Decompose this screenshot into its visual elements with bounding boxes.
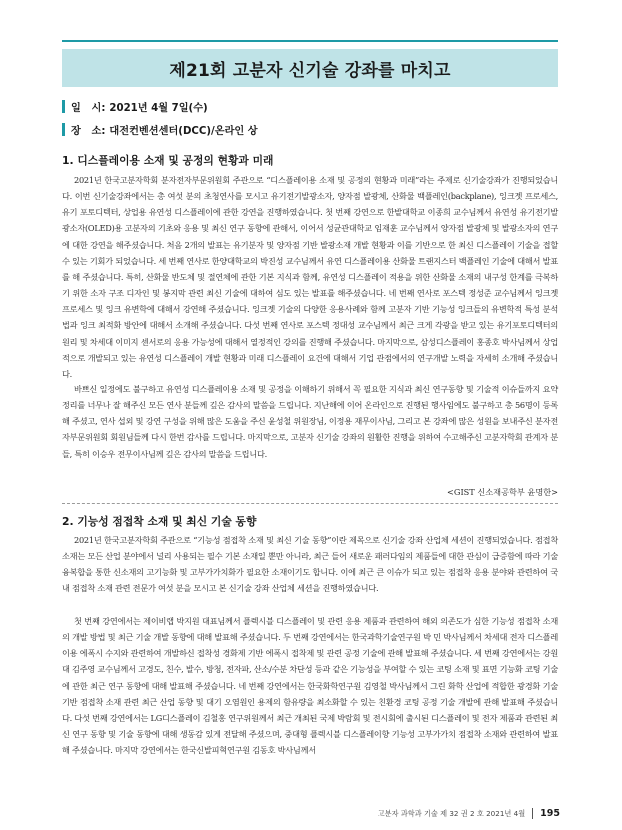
info-value-venue: 대전컨벤션센터(DCC)/온라인 상 — [109, 126, 258, 137]
section-2-heading: 2. 기능성 점접착 소재 및 최신 기술 동향 — [62, 515, 257, 528]
page-number: 195 — [540, 808, 560, 819]
section-2-paragraph-1: 2021년 한국고분자학회 주관으로 “기능성 점접착 소재 및 최신 기술 동향”이란 제목으로 신기술 강좌 산업체 세션이 진행되었습니다. 점접착 소재는 모든 산업 분야에서 널리 사용되는 필수 기본 소재일 뿐만 아니라, 최근 들어 새로운 패러다임의 제품들에 대한 관심이 급증함에 따라 기술융복합을 통한 신소재의 고기능화 및 고부가가치화가 필요한 소재이기도 합니다. 이에 최근 큰 이슈가 되고 있는 점접착 응용 분야와 관련하여 국내 점접착 소재 관련 전문가 여섯 분을 모시고 본 신기술 강좌 산업체 세션을 진행하였습니다. — [62, 535, 558, 594]
info-marker — [62, 123, 65, 136]
info-label-date: 일 시: — [71, 103, 106, 114]
section-1-paragraph-2: 바쁘신 일정에도 불구하고 유연성 디스플레이용 소재 및 공정을 이해하기 위해서 꼭 필요한 지식과 최신 연구동향 및 기술적 이슈들까지 요약정리를 너무나 잘 해주신 모든 연사 분들께 깊은 감사의 말씀을 드립니다. 지난해에 이어 온라인으로 진행된 행사임에도 불구하고 총 56명이 등록해 주셨고, 연사 섭외 및 강연 구성을 위해 많은 도움을 주신 윤성철 위원장님, 이정용 재무이사님, 그리고 본 강좌에 많은 성원을 보내주신 분자전자부문위원회 회원님들께 다시 한번 감사를 드립니다. 마지막으로, 고분자 신기술 강좌의 원활한 진행을 위하여 수고해주신 고분자학회 관계자 분들, 특히 이승우 전무이사님께 깊은 감사의 말씀을 드립니다. — [62, 384, 558, 459]
info-label-venue: 장 소: — [71, 126, 106, 137]
info-row-date — [62, 99, 558, 114]
page-title: 제21회 고분자 신기술 강좌를 마치고 — [169, 60, 451, 81]
event-info — [62, 99, 558, 145]
section-2-paragraph-2: 첫 번째 강연에서는 제이비랩 박지원 대표님께서 플렉시블 디스플레이 및 관련 응용 제품과 관련하여 해외 의존도가 심한 기능성 점접착 소재의 개발 방법 및 최근 기술 개발 동향에 대해 발표해 주셨습니다. 두 번째 강연에서는 한국과학기술연구원 박 민 박사님께서 차세대 전자 디스플레이용 에폭시 수지와 관련하여 개발하신 접착성 경화제 기반 에폭시 접착제 및 관련 공정 기술에 관해 발표해 주셨습니다. 세 번째 강연에서는 강원대 김주영 교수님께서 고경도, 친수, 발수, 방청, 전자파, 산소/수분 차단성 등과 같은 기능성을 부여할 수 있는 코팅 소재 및 표면 기능화 코팅 기술에 관한 최근 연구 동향에 대해 발표해 주셨습니다. 네 번째 강연에서는 한국화학연구원 김영철 박사님께서 그린 화학 산업에 적합한 광경화 기술 기반 점접착 소재 관련 최근 산업 동향 및 대기 오염원인 용제의 함유량을 최소화할 수 있는 친환경 코팅 공정 기술 개발에 관해 발표해 주셨습니다. 다섯 번째 강연에서는 LG디스플레이 김철홍 연구위원께서 최근 개최된 국제 박람회 및 전시회에 출시된 디스플레이 및 전자 제품과 관련된 최신 연구 동향 및 기술 동향에 대해 생동감 있게 전달해 주셨으며, 중대형 플렉시블 디스플레이향 기능성 고부가가치 점접착 소재와 관련하여 발표해 주셨습니다. 마지막 강연에서는 한국신발피혁연구원 김동호 박사님께서 — [62, 616, 558, 756]
title-top-rule — [62, 40, 558, 42]
title-band — [62, 49, 558, 87]
section-1-paragraph-1: 2021년 한국고분자학회 분자전자부문위원회 주관으로 “디스플레이용 소재 및 공정의 현황과 미래”라는 주제로 신기술강좌가 진행되었습니다. 이번 신기술강좌에서는 총 여섯 분의 초청연사를 모시고 유기전기발광소자, 양자점 발광체, 산화물 백플레인(backplane), 잉크젯 프로세스, 유기 포토디텍터, 상업용 유연성 디스플레이에 관한 강연을 진행하였습니다. 첫 번째 강연으로 한밭대학교 이종희 교수님께서 유연성 유기전기발광소자(OLED)용 고분자의 기초와 응용 및 최신 연구 동향에 관해서, 이어서 성균관대학교 임재훈 교수님께서 양자점 발광체 및 발광소자의 연구에 대한 강연을 해주셨습니다. 처음 2개의 발표는 유기분자 및 양자점 기반 발광소재 개발 현황과 이를 기반으로 한 최신 디스플레이 기술을 접할 수 있는 기회가 되었습니다. 세 번째 연사로 한양대학교의 박진성 교수님께서 유연 디스플레이용 산화물 트랜지스터 백플레인 기술에 대해서 발표를 해 주셨습니다. 특히, 산화물 반도체 및 절연체에 관한 기본 지식과 함께, 유연성 디스플레이 적용을 위한 산화물 소재의 내구성 한계를 극복하기 위한 소자 구조 디자인 및 봉지막 관련 최신 기술에 대하여 심도 있는 발표를 해주셨습니다. 네 번째 연사로 포스텍 정성준 교수님께서 잉크젯 프로세스 및 잉크 유변학에 대해서 강연해 주셨습니다. 잉크젯 기술의 다양한 응용사례와 함께 고분자 기반 기능성 잉크들의 유변학적 특성 분석법과 잉크 최적화 방안에 대해서 소개해 주셨습니다. 다섯 번째 연사로 포스텍 정대성 교수님께서 최근 크게 각광을 받고 있는 유기포토디텍터의 원리 및 차세대 이미지 센서로의 응용 가능성에 대해서 열정적인 강의를 진행해 주셨습니다. 마지막으로, 삼성디스플레이 홍종호 박사님께서 상업적으로 개발되고 있는 유연성 디스플레이 개발 현황과 미래 디스플레이 요건에 대해서 기업 관점에서의 연구개발 노력을 자세히 소개해 주셨습니다. — [62, 175, 558, 379]
footer-separator — [532, 808, 533, 819]
journal-citation: 고분자 과학과 기술 제 32 권 2 호 2021년 4월 — [377, 808, 526, 818]
info-row-venue — [62, 122, 558, 137]
section-divider — [62, 503, 558, 504]
page-footer — [378, 808, 560, 819]
section-1-heading: 1. 디스플레이용 소재 및 공정의 현황과 미래 — [62, 154, 274, 167]
info-marker — [62, 100, 65, 113]
title-banner — [62, 40, 558, 87]
info-value-date: 2021년 4월 7일(수) — [109, 103, 208, 114]
section-1-signature: <GIST 신소재공학부 윤명한> — [447, 487, 558, 497]
